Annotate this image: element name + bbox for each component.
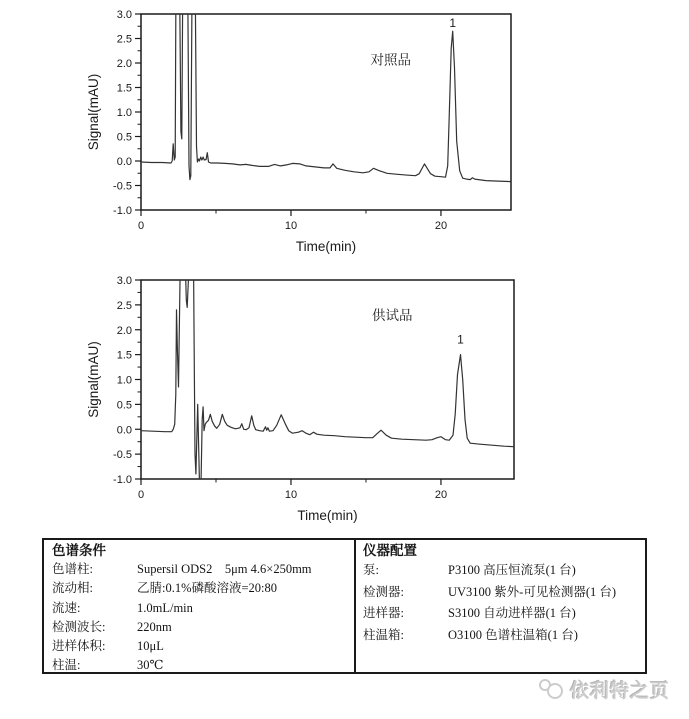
y-axis-label: Signal(mAU) (86, 341, 101, 418)
y-tick-label: 0.5 (116, 399, 132, 412)
instrument-row (363, 625, 639, 647)
condition-label: 流动相: (52, 581, 93, 596)
x-axis-label: Time(min) (295, 239, 357, 254)
condition-value: 乙腈:0.1%磷酸溶液=20:80 (137, 581, 278, 596)
y-tick-label: 1.0 (116, 107, 132, 119)
instrument-label: 柱温箱: (363, 627, 404, 642)
elite-logo-icon (536, 677, 566, 701)
sample-type-label: 供试品 (371, 307, 413, 323)
x-tick-label: 20 (434, 220, 448, 232)
condition-value: 10μL (137, 639, 164, 654)
condition-label: 柱温: (52, 658, 81, 672)
condition-row (52, 656, 348, 672)
condition-label: 色谱柱: (52, 562, 93, 576)
peak-number-label: 1 (457, 332, 464, 347)
y-tick-label: 0.5 (116, 131, 132, 144)
condition-row (52, 579, 348, 598)
y-tick-label: 3.0 (116, 9, 132, 21)
condition-label: 进样体积: (52, 639, 106, 654)
y-tick-label: 1.0 (116, 374, 132, 387)
y-tick-label: -1.0 (113, 205, 132, 217)
instrument-row (363, 603, 639, 625)
condition-value: 30℃ (137, 658, 164, 672)
instrument-row (363, 560, 639, 582)
y-tick-label: 1.5 (116, 349, 132, 362)
condition-value: Supersil ODS2 5μm 4.6×250mm (137, 562, 312, 576)
chromatographic-conditions-column (44, 540, 354, 672)
peak-number-label: 1 (449, 15, 457, 30)
y-tick-label: 0.0 (116, 156, 132, 168)
condition-row (52, 618, 348, 637)
y-tick-label: 2.0 (116, 324, 132, 337)
y-tick-label: 0.0 (116, 424, 132, 437)
y-axis-label: Signal(mAU) (86, 73, 101, 151)
y-tick-label: -0.5 (113, 180, 132, 193)
x-tick-label: 20 (434, 489, 448, 501)
condition-row (52, 560, 348, 579)
instrument-value: S3100 自动进样器(1 台) (448, 606, 576, 620)
chromatogram-trace (141, 265, 514, 484)
x-tick-label: 0 (137, 489, 145, 501)
conditions-table (42, 538, 647, 674)
instrument-value: O3100 色谱柱温箱(1 台) (448, 627, 578, 642)
instrument-label: 泵: (363, 563, 379, 577)
instrument-config-header: 仪器配置 (363, 543, 417, 558)
watermark-text: 依利特之页 (570, 680, 671, 702)
y-tick-label: 2.5 (116, 299, 132, 312)
chromatographic-conditions-header: 色谱条件 (52, 543, 106, 558)
condition-label: 流速: (52, 600, 81, 615)
x-tick-label: 0 (137, 220, 145, 232)
condition-row (52, 637, 348, 656)
condition-label: 检测波长: (52, 619, 106, 634)
condition-row (52, 599, 348, 618)
instrument-value: UV3100 紫外-可见检测器(1 台) (448, 584, 617, 599)
x-tick-label: 10 (284, 489, 298, 501)
instrument-label: 检测器: (363, 584, 404, 599)
y-tick-label: 1.5 (116, 82, 132, 95)
instrument-label: 进样器: (363, 606, 404, 620)
instrument-row (363, 582, 639, 604)
y-tick-label: 2.0 (116, 58, 132, 70)
y-tick-label: -1.0 (113, 474, 132, 486)
sample-chromatogram (0, 265, 689, 530)
y-tick-label: 3.0 (116, 275, 132, 287)
condition-value: 1.0mL/min (137, 600, 193, 615)
x-axis-label: Time(min) (297, 508, 358, 523)
x-tick-label: 10 (284, 220, 298, 232)
condition-value: 220nm (137, 619, 172, 634)
y-tick-label: 2.5 (116, 33, 132, 46)
reference-chromatogram (0, 0, 689, 265)
watermark (536, 676, 670, 702)
instrument-config-column (354, 540, 645, 672)
instrument-value: P3100 高压恒流泵(1 台) (448, 563, 576, 577)
y-tick-label: -0.5 (113, 449, 132, 462)
sample-type-label: 对照品 (370, 52, 411, 68)
